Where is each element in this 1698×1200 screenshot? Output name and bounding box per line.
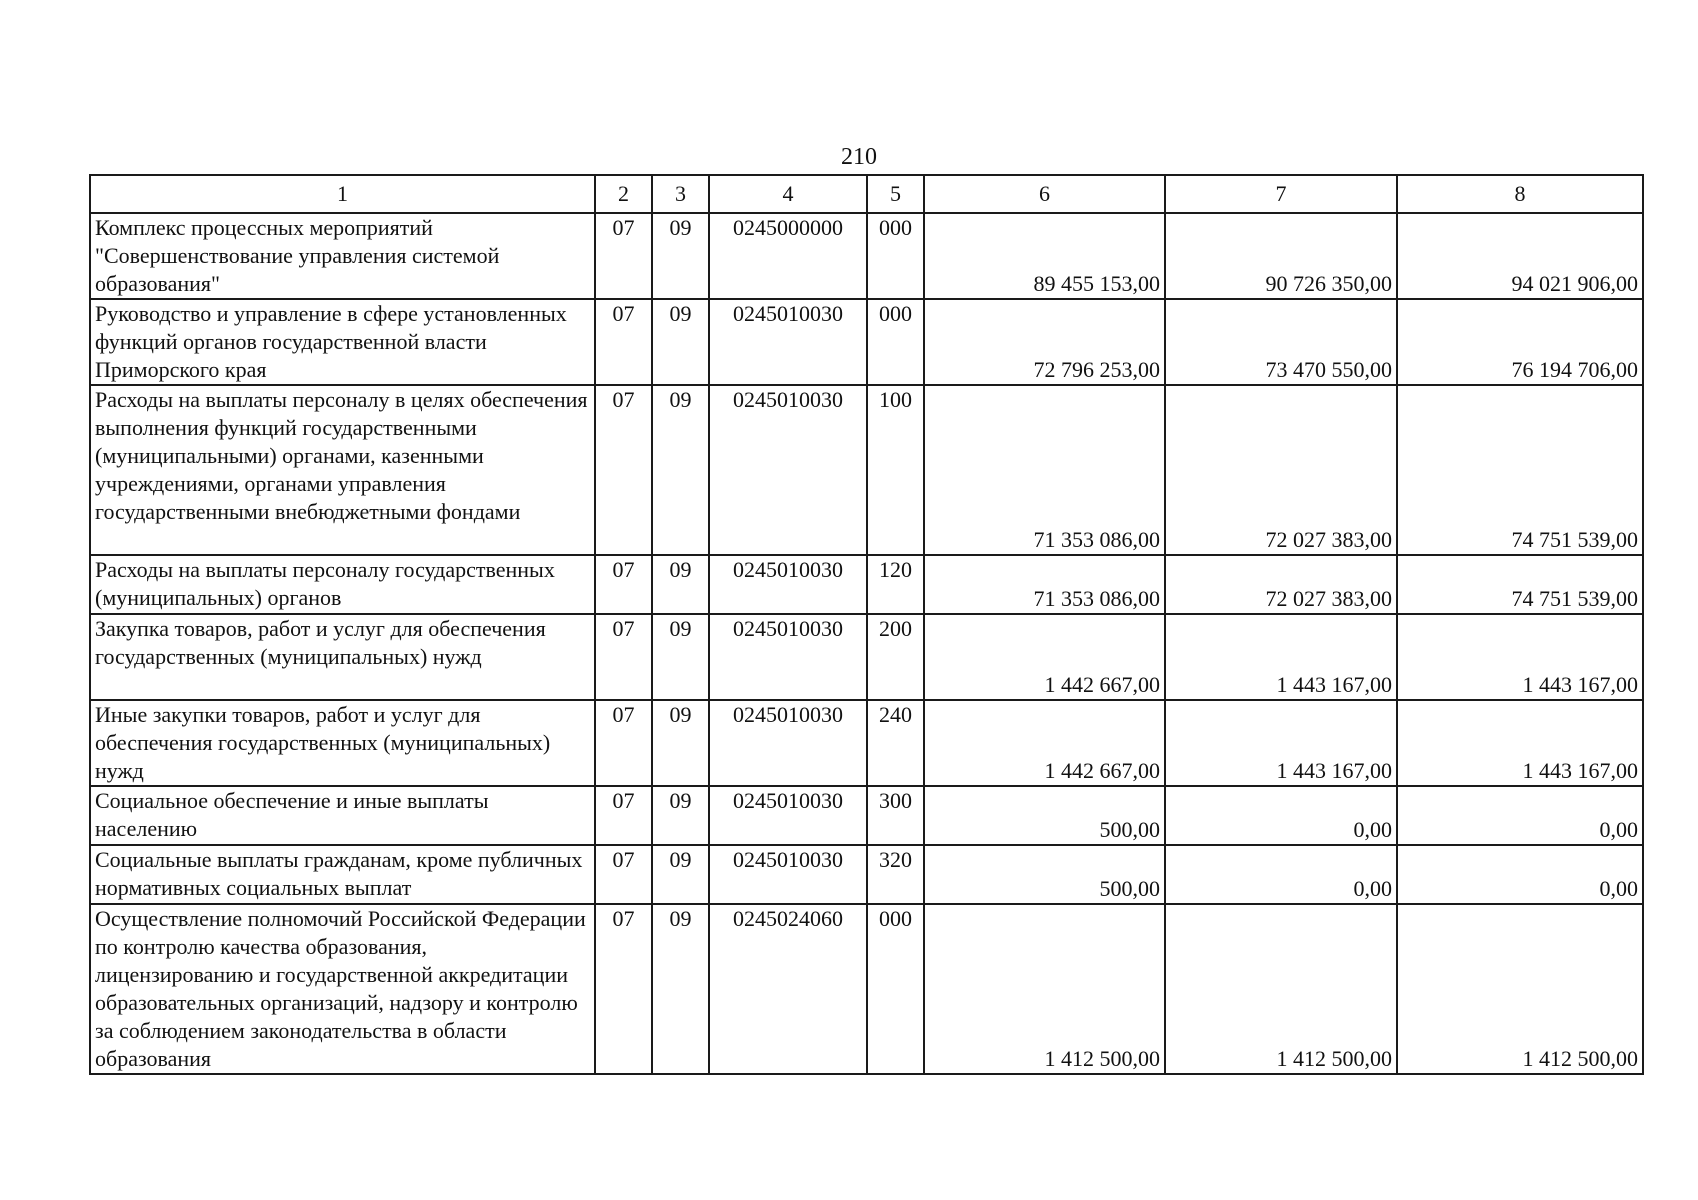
section-code: 07 [595, 904, 652, 1074]
row-name: Иные закупки товаров, работ и услуг для обеспечения государственных (муниципальных) нужд [90, 700, 595, 786]
amount-col-8: 1 412 500,00 [1397, 904, 1643, 1074]
row-name: Социальное обеспечение и иные выплаты населению [90, 786, 595, 845]
amount-col-6: 71 353 086,00 [924, 385, 1165, 555]
budget-table [89, 174, 1644, 1075]
row-name: Социальные выплаты гражданам, кроме публичных нормативных социальных выплат [90, 845, 595, 904]
section-code: 07 [595, 299, 652, 385]
section-code: 07 [595, 786, 652, 845]
target-article-code: 0245010030 [709, 786, 867, 845]
column-header-5: 5 [867, 175, 924, 213]
expense-type-code: 200 [867, 614, 924, 700]
amount-col-8: 0,00 [1397, 786, 1643, 845]
page-number: 210 [841, 144, 877, 170]
amount-col-7: 0,00 [1165, 786, 1397, 845]
amount-col-6: 1 442 667,00 [924, 614, 1165, 700]
expense-type-code: 240 [867, 700, 924, 786]
target-article-code: 0245010030 [709, 614, 867, 700]
amount-col-8: 76 194 706,00 [1397, 299, 1643, 385]
target-article-code: 0245010030 [709, 385, 867, 555]
column-header-8: 8 [1397, 175, 1643, 213]
subsection-code: 09 [652, 904, 709, 1074]
section-code: 07 [595, 555, 652, 614]
table-row [90, 213, 1643, 299]
amount-col-7: 1 443 167,00 [1165, 700, 1397, 786]
subsection-code: 09 [652, 385, 709, 555]
section-code: 07 [595, 213, 652, 299]
expense-type-code: 000 [867, 299, 924, 385]
table-row [90, 299, 1643, 385]
target-article-code: 0245024060 [709, 904, 867, 1074]
row-name: Комплекс процессных мероприятий "Совершенствование управления системой образования" [90, 213, 595, 299]
column-header-4: 4 [709, 175, 867, 213]
amount-col-6: 500,00 [924, 786, 1165, 845]
row-name: Закупка товаров, работ и услуг для обеспечения государственных (муниципальных) нужд [90, 614, 595, 700]
row-name: Руководство и управление в сфере установленных функций органов государственной власти Приморского края [90, 299, 595, 385]
amount-col-7: 73 470 550,00 [1165, 299, 1397, 385]
subsection-code: 09 [652, 555, 709, 614]
column-header-3: 3 [652, 175, 709, 213]
target-article-code: 0245010030 [709, 555, 867, 614]
amount-col-7: 72 027 383,00 [1165, 555, 1397, 614]
header-row [90, 175, 1643, 213]
subsection-code: 09 [652, 700, 709, 786]
expense-type-code: 300 [867, 786, 924, 845]
table-row [90, 385, 1643, 555]
expense-type-code: 000 [867, 904, 924, 1074]
row-name: Расходы на выплаты персоналу в целях обеспечения выполнения функций государственными (муниципальными) органами, казенными учреждениями, органами управления государственными внебюджетными фондами [90, 385, 595, 555]
amount-col-7: 0,00 [1165, 845, 1397, 904]
expense-type-code: 120 [867, 555, 924, 614]
column-header-2: 2 [595, 175, 652, 213]
amount-col-6: 1 412 500,00 [924, 904, 1165, 1074]
expense-type-code: 000 [867, 213, 924, 299]
table-row [90, 555, 1643, 614]
target-article-code: 0245010030 [709, 299, 867, 385]
table-row [90, 904, 1643, 1074]
amount-col-6: 89 455 153,00 [924, 213, 1165, 299]
target-article-code: 0245010030 [709, 700, 867, 786]
amount-col-6: 1 442 667,00 [924, 700, 1165, 786]
section-code: 07 [595, 700, 652, 786]
target-article-code: 0245000000 [709, 213, 867, 299]
amount-col-8: 0,00 [1397, 845, 1643, 904]
amount-col-6: 71 353 086,00 [924, 555, 1165, 614]
column-header-7: 7 [1165, 175, 1397, 213]
row-name: Расходы на выплаты персоналу государственных (муниципальных) органов [90, 555, 595, 614]
column-header-1: 1 [90, 175, 595, 213]
amount-col-7: 72 027 383,00 [1165, 385, 1397, 555]
subsection-code: 09 [652, 213, 709, 299]
amount-col-7: 1 443 167,00 [1165, 614, 1397, 700]
table-row [90, 700, 1643, 786]
amount-col-6: 72 796 253,00 [924, 299, 1165, 385]
column-header-6: 6 [924, 175, 1165, 213]
table-row [90, 614, 1643, 700]
amount-col-8: 1 443 167,00 [1397, 614, 1643, 700]
amount-col-6: 500,00 [924, 845, 1165, 904]
subsection-code: 09 [652, 299, 709, 385]
amount-col-8: 74 751 539,00 [1397, 385, 1643, 555]
subsection-code: 09 [652, 845, 709, 904]
section-code: 07 [595, 845, 652, 904]
amount-col-8: 1 443 167,00 [1397, 700, 1643, 786]
subsection-code: 09 [652, 614, 709, 700]
expense-type-code: 100 [867, 385, 924, 555]
amount-col-7: 1 412 500,00 [1165, 904, 1397, 1074]
expense-type-code: 320 [867, 845, 924, 904]
row-name: Осуществление полномочий Российской Федерации по контролю качества образования, лицензированию и государственной аккредитации образовательных организаций, надзору и контролю за соблюдением законодательства в области образования [90, 904, 595, 1074]
amount-col-8: 94 021 906,00 [1397, 213, 1643, 299]
subsection-code: 09 [652, 786, 709, 845]
table-row [90, 786, 1643, 845]
table-row [90, 845, 1643, 904]
section-code: 07 [595, 385, 652, 555]
target-article-code: 0245010030 [709, 845, 867, 904]
amount-col-8: 74 751 539,00 [1397, 555, 1643, 614]
section-code: 07 [595, 614, 652, 700]
amount-col-7: 90 726 350,00 [1165, 213, 1397, 299]
